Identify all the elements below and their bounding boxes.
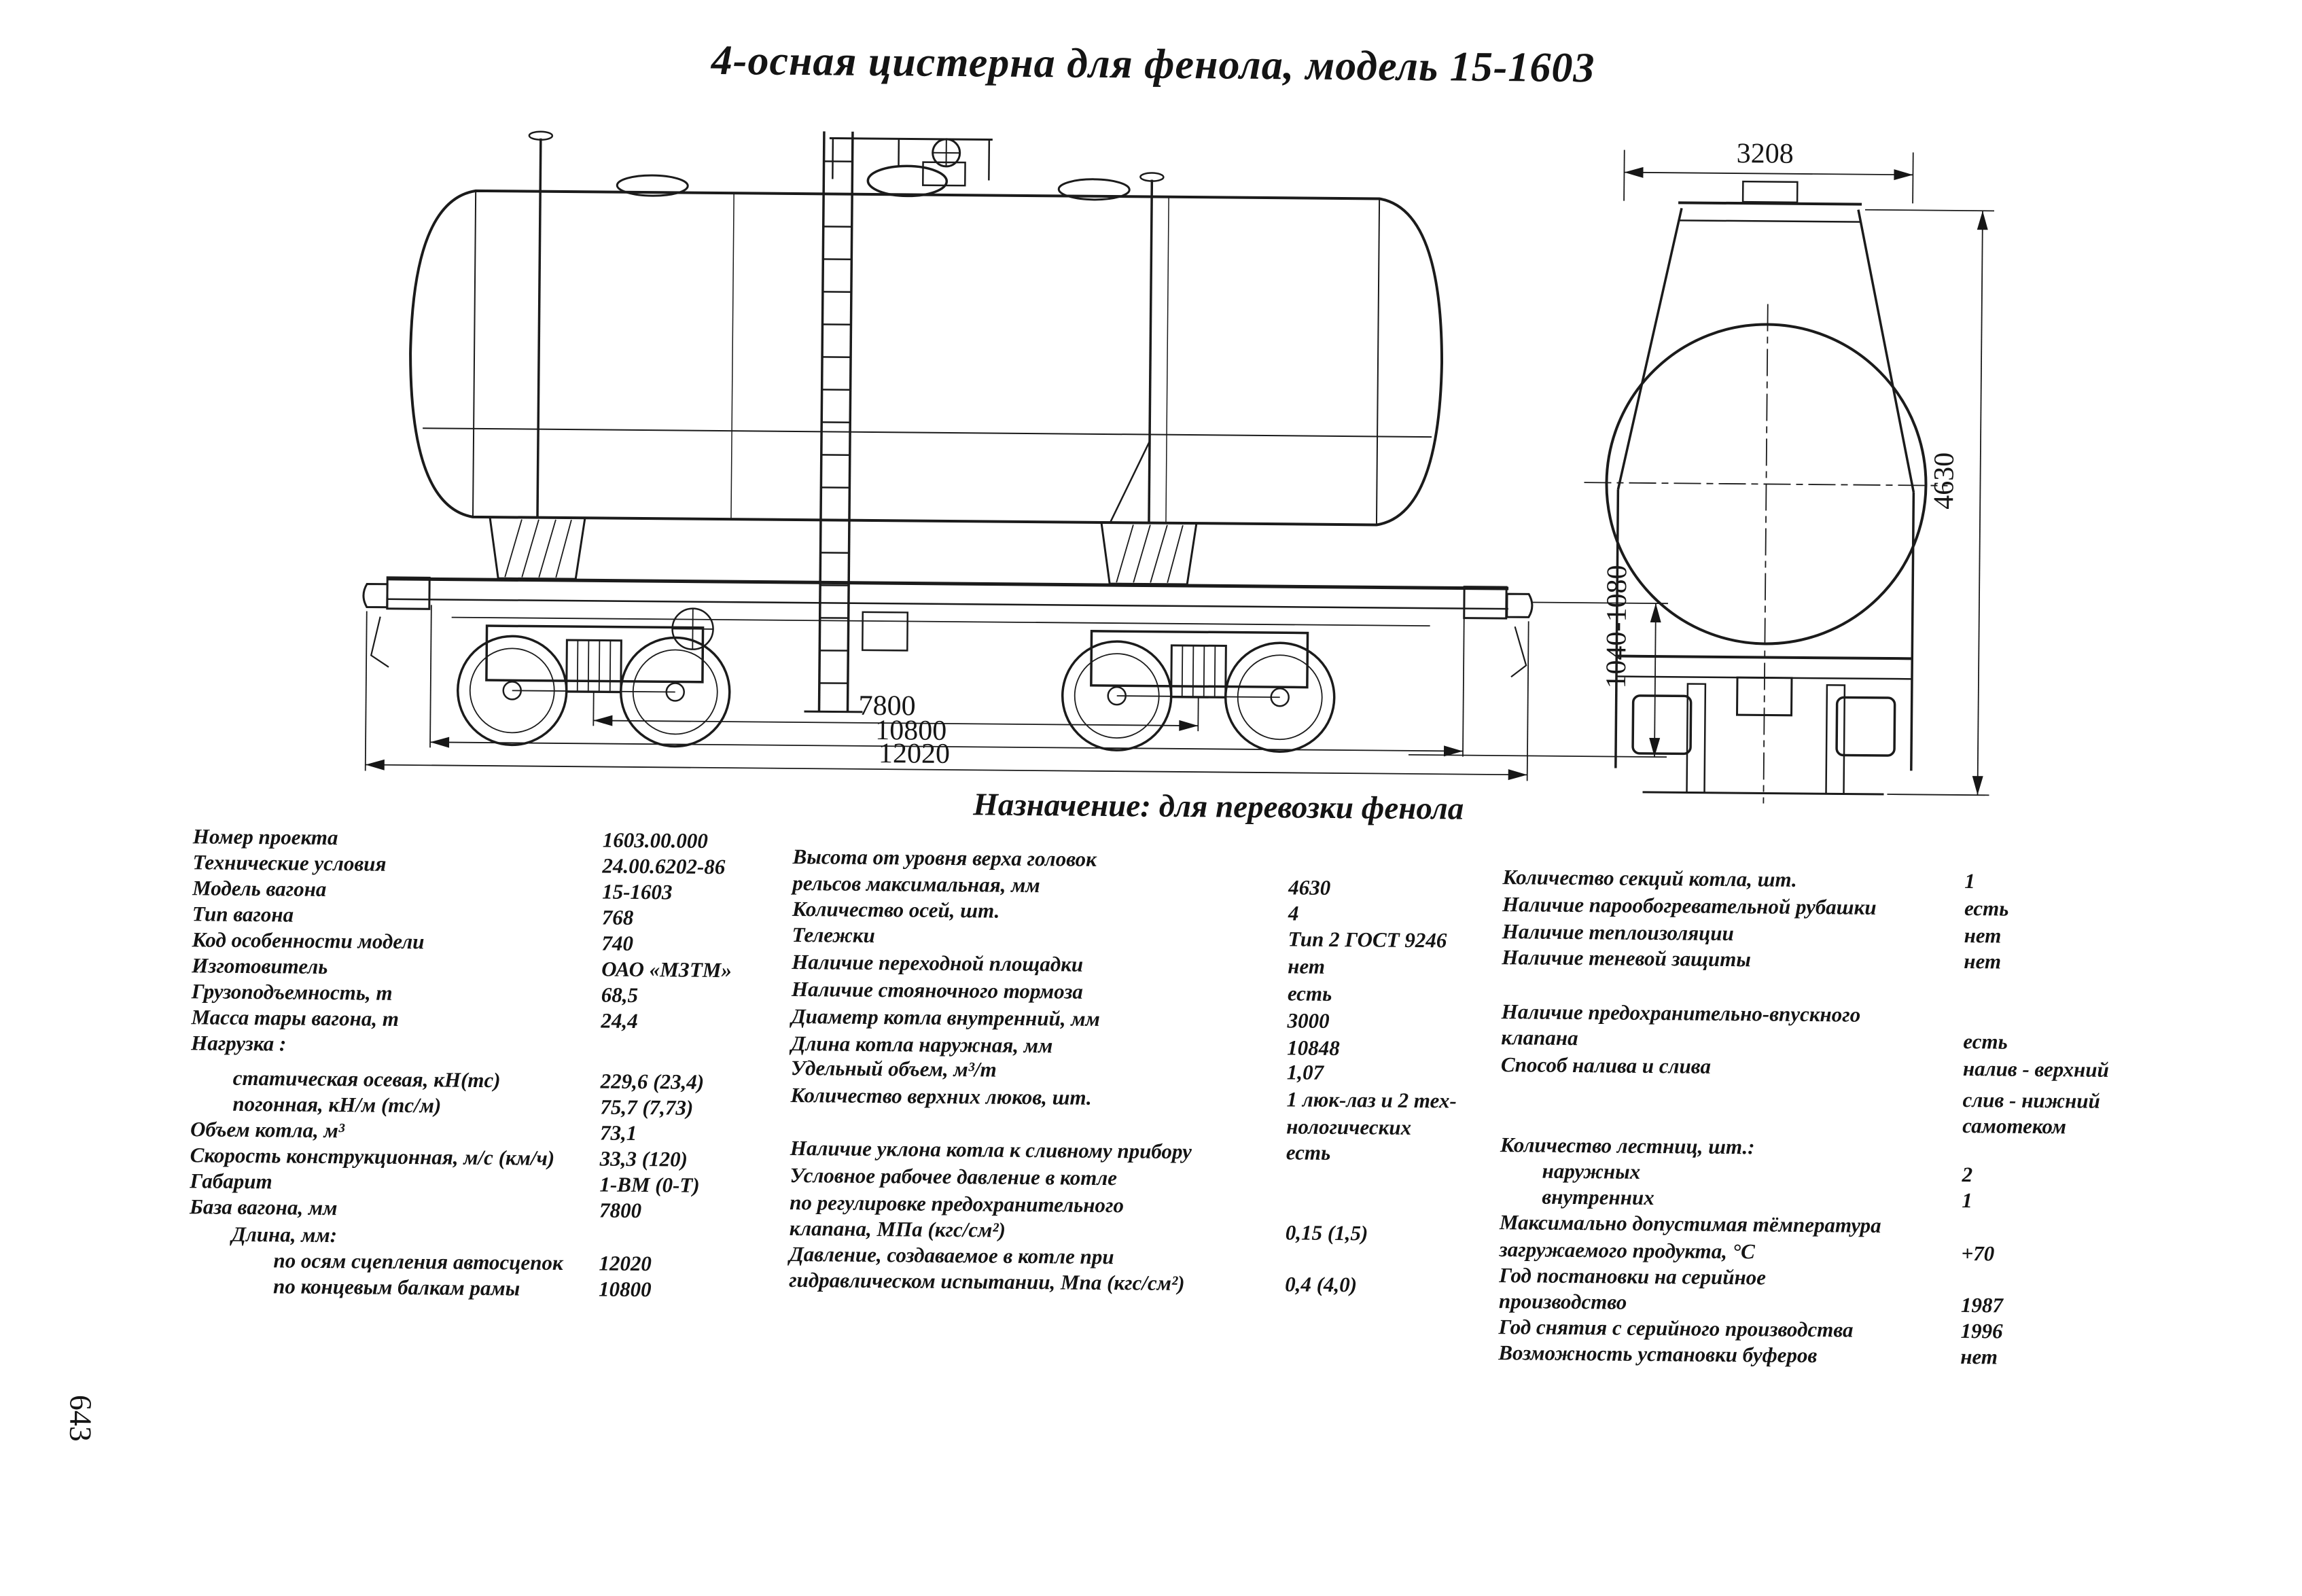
ladder bbox=[804, 131, 868, 712]
bogie-left bbox=[457, 626, 730, 747]
spec-label: Способ налива и слива bbox=[1501, 1052, 1711, 1080]
spec-value: 1603.00.000 bbox=[603, 828, 708, 854]
spec-label: Условное рабочее давление в котле bbox=[790, 1163, 1117, 1191]
spec-label: Код особенности модели bbox=[192, 927, 424, 955]
spec-label: Год постановки на серийное bbox=[1499, 1262, 1766, 1290]
spec-label: Наличие парообогревательной рубашки bbox=[1502, 891, 1877, 921]
spec-label: Тип вагона bbox=[192, 901, 294, 927]
spec-label: производство bbox=[1499, 1288, 1627, 1315]
tank-body bbox=[409, 190, 1443, 525]
spec-label: по осям сцепления автосцепок bbox=[273, 1247, 563, 1276]
spec-value: 0,15 (1,5) bbox=[1286, 1220, 1368, 1246]
spec-value: 33,3 (120) bbox=[600, 1146, 688, 1173]
spec-label: Количество верхних люков, шт. bbox=[790, 1082, 1092, 1111]
spec-value: 1 люк-лаз и 2 тех- bbox=[1286, 1086, 1457, 1114]
saddle-right bbox=[1101, 522, 1197, 584]
spec-label: Габарит bbox=[190, 1168, 272, 1194]
spec-label: Возможность установки буферов bbox=[1498, 1340, 1817, 1368]
spec-value: Тип 2 ГОСТ 9246 bbox=[1288, 926, 1447, 953]
spec-value: 10800 bbox=[599, 1277, 652, 1303]
spec-value: 15-1603 bbox=[602, 879, 673, 906]
spec-value: 1 bbox=[1964, 868, 1975, 894]
spec-value: нет bbox=[1964, 923, 2002, 948]
spec-value: 1996 bbox=[1960, 1318, 2002, 1345]
dim-4630: 4630 bbox=[1928, 453, 1960, 510]
spec-value: 768 bbox=[602, 905, 634, 931]
spec-value: нологических bbox=[1286, 1114, 1411, 1141]
spec-label: Максимально допустимая тёмпература bbox=[1500, 1209, 1881, 1239]
spec-value: 1,07 bbox=[1287, 1059, 1324, 1085]
spec-value: 75,7 (7,73) bbox=[600, 1095, 693, 1121]
spec-label: Наличие теневой защиты bbox=[1502, 944, 1751, 972]
spec-label: Удельный объем, м³/т bbox=[791, 1055, 997, 1083]
spec-label: клапана bbox=[1501, 1025, 1578, 1051]
spec-value: +70 bbox=[1961, 1241, 1994, 1266]
page-number: 643 bbox=[63, 1395, 99, 1442]
spec-value: 73,1 bbox=[600, 1120, 637, 1146]
saddle-left bbox=[489, 517, 585, 579]
spec-label: Год снятия с серийного производства bbox=[1498, 1314, 1853, 1343]
spec-label: Наличие переходной площадки bbox=[792, 949, 1083, 978]
spec-label: клапана, МПа (кгс/см²) bbox=[790, 1216, 1006, 1243]
spec-value: 24,4 bbox=[601, 1008, 638, 1034]
spec-label: Давление, создаваемое в котле при bbox=[789, 1241, 1114, 1270]
spec-value: есть bbox=[1964, 895, 2009, 922]
spec-value: 10848 bbox=[1287, 1035, 1340, 1061]
dim-1040-1080: 1040-1080 bbox=[1601, 565, 1633, 688]
spec-label: Нагрузка : bbox=[191, 1030, 286, 1057]
underframe bbox=[387, 579, 1508, 656]
spec-value: 4630 bbox=[1288, 874, 1330, 901]
spec-label: Длина, мм: bbox=[232, 1222, 338, 1248]
spec-value: 3000 bbox=[1287, 1008, 1329, 1034]
handbrake-rod-right bbox=[1110, 173, 1163, 523]
spec-value: есть bbox=[1288, 980, 1332, 1007]
spec-label: Количество осей, шт. bbox=[792, 896, 1000, 924]
specs-table bbox=[2, 0, 2302, 16]
spec-label: Изготовитель bbox=[192, 953, 328, 980]
side-view-drawing bbox=[307, 108, 1699, 806]
bogie-right bbox=[1062, 631, 1335, 751]
spec-label: Количество секций котла, шт. bbox=[1502, 864, 1797, 893]
spec-label: Количество лестниц, шт.: bbox=[1500, 1132, 1755, 1160]
spec-value: слив - нижний bbox=[1962, 1087, 2100, 1114]
spec-label: Тележки bbox=[792, 922, 874, 948]
spec-value: 0,4 (4,0) bbox=[1285, 1271, 1357, 1298]
dim-3208: 3208 bbox=[1737, 138, 1794, 170]
spec-value: самотеком bbox=[1962, 1113, 2066, 1139]
page-title: 4-осная цистерна для фенола, модель 15-1603 bbox=[711, 37, 1731, 94]
dim-10800: 10800 bbox=[875, 715, 946, 747]
spec-label: Скорость конструкционная, м/с (км/ч) bbox=[190, 1142, 555, 1171]
dimension-coupler-length bbox=[366, 611, 1529, 781]
spec-label: внутренних bbox=[1542, 1184, 1654, 1211]
spec-label: Наличие теплоизоляции bbox=[1502, 919, 1734, 946]
spec-value: 12020 bbox=[599, 1251, 652, 1277]
spec-label: Наличие стояночного тормоза bbox=[792, 976, 1083, 1005]
spec-label: наружных bbox=[1542, 1158, 1640, 1185]
dimension-height bbox=[1860, 210, 1994, 796]
coupler-right bbox=[1464, 587, 1532, 677]
coupler-left bbox=[363, 577, 429, 667]
spec-label: Длина котла наружная, мм bbox=[791, 1031, 1052, 1059]
spec-value: 740 bbox=[601, 931, 633, 957]
spec-label: загружаемого продукта, °С bbox=[1499, 1237, 1755, 1264]
dimension-width bbox=[1624, 137, 1913, 204]
spec-value: налив - верхний bbox=[1963, 1056, 2109, 1083]
spec-value: есть bbox=[1286, 1139, 1331, 1166]
spec-value: 1-ВМ (0-Т) bbox=[599, 1172, 700, 1199]
spec-label: Модель вагона bbox=[192, 875, 327, 902]
spec-value: 1 bbox=[1962, 1188, 1972, 1213]
spec-value: нет bbox=[1960, 1344, 1998, 1370]
spec-value: нет bbox=[1288, 953, 1325, 979]
spec-value: 7800 bbox=[599, 1198, 641, 1224]
dim-12020: 12020 bbox=[879, 738, 950, 770]
spec-label: статическая осевая, кН(тс) bbox=[233, 1065, 501, 1093]
spec-label: База вагона, мм bbox=[190, 1194, 338, 1221]
spec-label: по регулировке предохранительного bbox=[790, 1190, 1124, 1218]
purpose-caption: Назначение: для перевозки фенола bbox=[973, 786, 1464, 827]
spec-value: 4 bbox=[1288, 900, 1299, 926]
spec-label: погонная, кН/м (тс/м) bbox=[232, 1091, 441, 1119]
spec-label: Объем котла, м³ bbox=[190, 1116, 344, 1143]
spec-value: 24.00.6202-86 bbox=[602, 853, 725, 881]
dim-7800: 7800 bbox=[858, 690, 915, 722]
spec-label: Высота от уровня верха головок bbox=[792, 844, 1097, 872]
spec-value: есть bbox=[1963, 1029, 2008, 1055]
spec-value: нет bbox=[1964, 948, 2001, 974]
spec-label: гидравлическом испытании, Мпа (кгс/см²) bbox=[789, 1267, 1185, 1296]
spec-value: 2 bbox=[1962, 1162, 1972, 1188]
spec-value: 1987 bbox=[1961, 1292, 2003, 1319]
spec-value: ОАО «МЗТМ» bbox=[601, 957, 732, 984]
spec-label: Диаметр котла внутренний, мм bbox=[791, 1004, 1100, 1032]
spec-value: 68,5 bbox=[601, 982, 639, 1008]
spec-label: рельсов максимальная, мм bbox=[792, 870, 1040, 898]
handbrake-rod-left bbox=[526, 132, 552, 518]
spec-label: Масса тары вагона, т bbox=[191, 1004, 399, 1032]
spec-label: Наличие предохранительно-впускного bbox=[1502, 999, 1861, 1028]
spec-label: Грузоподъемность, т bbox=[192, 978, 393, 1006]
spec-value: 229,6 (23,4) bbox=[601, 1069, 705, 1095]
spec-label: Технические условия bbox=[192, 849, 386, 876]
spec-label: по концевым балкам рамы bbox=[273, 1273, 520, 1301]
end-view-drawing bbox=[1591, 112, 2107, 898]
spec-label: Номер проекта bbox=[193, 823, 338, 851]
spec-label: Наличие уклона котла к сливному прибору bbox=[790, 1135, 1192, 1165]
